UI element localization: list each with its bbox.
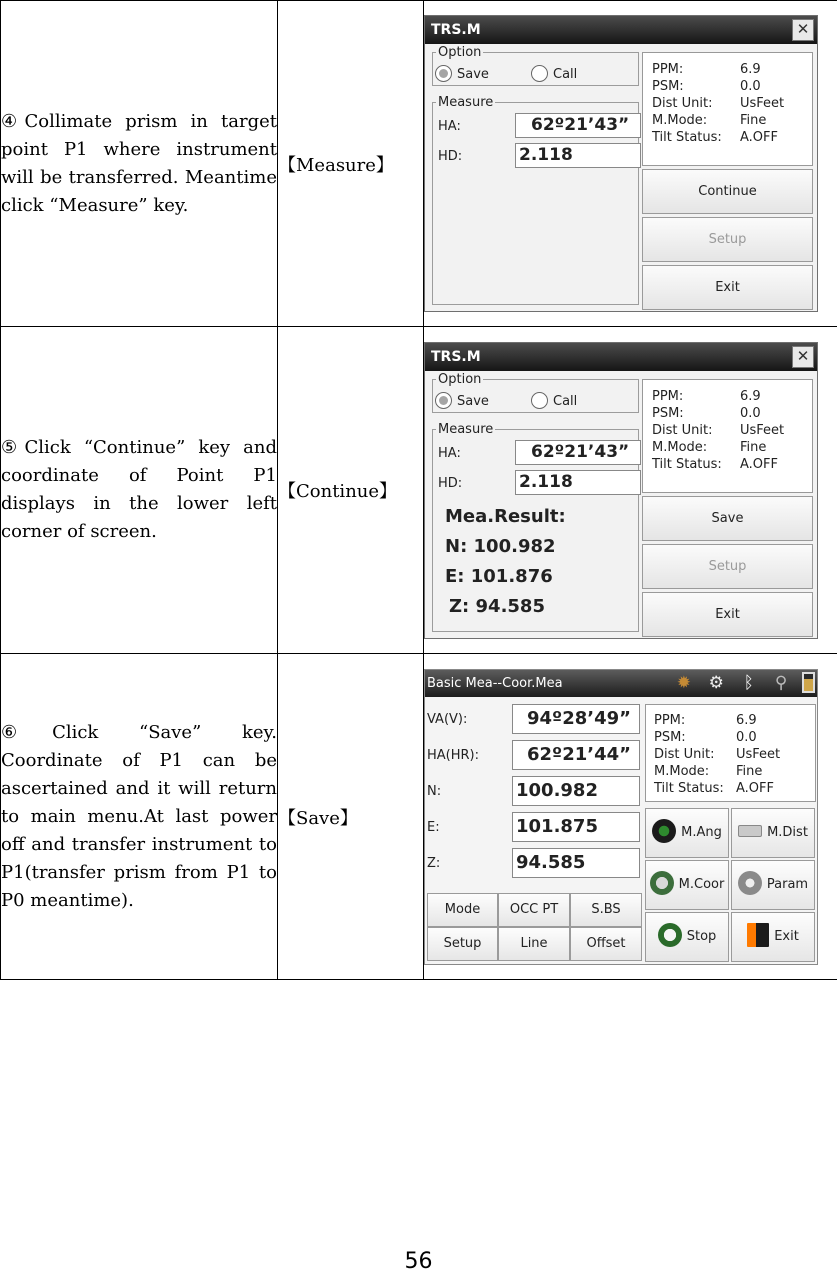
radio-selected-icon <box>435 65 452 82</box>
info-value: Fine <box>740 113 767 128</box>
radio-unselected-icon <box>531 65 548 82</box>
ha-field[interactable]: 62º21’44” <box>512 740 640 770</box>
va-label: VA(V): <box>427 711 468 727</box>
info-label: PPM: <box>652 388 684 404</box>
result-z: Z: 94.585 <box>449 595 545 617</box>
exit-button[interactable] <box>731 912 815 962</box>
radio-selected-icon <box>435 392 452 409</box>
result-e: E: 101.876 <box>445 565 553 587</box>
info-value: 0.0 <box>740 405 761 421</box>
info-row <box>652 456 812 473</box>
coor-mea-window <box>424 669 818 965</box>
mode-button[interactable]: Mode <box>427 893 498 927</box>
angle-icon <box>652 819 676 843</box>
z-field[interactable]: 94.585 <box>512 848 640 878</box>
window-titlebar <box>425 16 817 44</box>
param-label: Param <box>766 876 809 892</box>
bluetooth-icon[interactable]: ᛒ <box>743 672 754 693</box>
battery-icon <box>802 672 815 693</box>
window-titlebar <box>425 670 817 697</box>
m-ang-label: M.Ang <box>681 824 722 840</box>
info-row <box>652 95 812 112</box>
radio-save-label: Save <box>457 393 489 409</box>
right-pane <box>642 52 813 305</box>
close-icon[interactable]: ✕ <box>792 346 814 368</box>
info-row <box>652 405 812 422</box>
hd-field[interactable]: 2.118 <box>515 470 641 495</box>
info-row <box>652 61 812 78</box>
radio-call-label: Call <box>553 67 578 82</box>
info-value: UsFeet <box>740 422 785 438</box>
va-field[interactable]: 94º28’49” <box>512 704 640 734</box>
info-label: Tilt Status: <box>652 130 722 145</box>
screenshot-cell <box>424 654 837 980</box>
info-row <box>652 112 812 129</box>
info-value: Fine <box>740 439 767 455</box>
info-panel <box>642 52 813 166</box>
info-label: Tilt Status: <box>654 780 724 796</box>
info-label: Dist Unit: <box>654 746 715 762</box>
occ-pt-button[interactable]: OCC PT <box>498 893 570 927</box>
info-row <box>654 729 815 746</box>
exit-door-icon <box>747 923 769 947</box>
stop-icon <box>658 923 682 947</box>
window-title: Basic Mea--Coor.Mea <box>427 675 563 691</box>
step-description: ④Collimate prism in target point P1 where instrument will be transferred. Meantime click “Measure” key. <box>1 1 278 327</box>
info-label: M.Mode: <box>654 763 710 779</box>
info-value: A.OFF <box>740 130 778 145</box>
info-row <box>652 129 812 146</box>
m-coor-label: M.Coor <box>678 876 725 892</box>
measure-label: Measure <box>438 95 494 110</box>
exit-button[interactable]: Exit <box>642 265 813 310</box>
m-ang-button[interactable] <box>645 808 729 858</box>
exit-button[interactable]: Exit <box>642 592 813 637</box>
exit-label: Exit <box>774 928 799 944</box>
info-row <box>654 746 815 763</box>
n-label: N: <box>427 783 442 799</box>
info-label: M.Mode: <box>652 439 708 455</box>
info-label: Dist Unit: <box>652 422 713 438</box>
setup-button[interactable]: Setup <box>427 927 498 961</box>
gear-icon[interactable]: ⚙ <box>708 672 724 693</box>
info-label: PSM: <box>652 79 684 94</box>
info-label: M.Mode: <box>652 113 708 128</box>
sbs-button[interactable]: S.BS <box>570 893 642 927</box>
option-label: Option <box>438 371 482 387</box>
left-pane <box>432 45 639 305</box>
info-row <box>652 78 812 95</box>
setup-button[interactable]: Setup <box>642 217 813 262</box>
hd-label: HD: <box>438 149 463 164</box>
hd-label: HD: <box>438 475 463 491</box>
result-n: N: 100.982 <box>445 535 556 557</box>
ha-field[interactable]: 62º21’43” <box>515 440 641 465</box>
info-label: PSM: <box>652 405 684 421</box>
ha-label: HA: <box>438 445 461 461</box>
param-button[interactable] <box>731 860 815 910</box>
info-row <box>652 422 812 439</box>
step-key: 【Save】 <box>278 654 424 980</box>
globe-icon[interactable]: ✹ <box>676 672 691 693</box>
setup-button[interactable]: Setup <box>642 544 813 589</box>
info-value: 0.0 <box>740 79 761 94</box>
info-label: Tilt Status: <box>652 456 722 472</box>
z-label: Z: <box>427 855 441 871</box>
left-pane <box>432 371 639 632</box>
info-value: UsFeet <box>736 746 781 762</box>
step-description: ⑤Click “Continue” key and coordinate of Point P1 displays in the lower left corner of screen. <box>1 327 278 654</box>
ha-field[interactable]: 62º21’43” <box>515 113 641 138</box>
info-value: Fine <box>736 763 763 779</box>
info-value: UsFeet <box>740 96 785 111</box>
option-group <box>432 371 639 413</box>
radio-save[interactable] <box>435 392 489 411</box>
info-label: PSM: <box>654 729 686 745</box>
info-value: A.OFF <box>740 456 778 472</box>
screenshot-cell <box>424 1 837 327</box>
info-value: 6.9 <box>740 62 761 77</box>
info-value: 6.9 <box>736 712 757 728</box>
info-panel <box>645 704 816 802</box>
step-description: ⑥Click “Save” key. Coordinate of P1 can be ascertained and it will return to main menu.At last power off and transfer instrument to P1(transfer prism from P1 to P0 meantime). <box>1 654 278 980</box>
measure-group <box>432 95 639 305</box>
step-key: 【Measure】 <box>278 1 424 327</box>
info-value: A.OFF <box>736 780 774 796</box>
radio-call-label: Call <box>553 393 578 409</box>
m-coor-button[interactable] <box>645 860 729 910</box>
right-pane <box>642 379 813 632</box>
info-row <box>654 763 815 780</box>
m-dist-button[interactable] <box>731 808 815 858</box>
stop-button[interactable] <box>645 912 729 962</box>
e-label: E: <box>427 819 440 835</box>
step-row-5 <box>1 327 837 654</box>
offset-button[interactable]: Offset <box>570 927 642 961</box>
radio-call[interactable] <box>531 392 577 411</box>
page-number: 56 <box>404 1249 433 1274</box>
line-button[interactable]: Line <box>498 927 570 961</box>
info-row <box>652 388 812 405</box>
info-row <box>654 712 815 729</box>
screenshot-cell <box>424 327 837 654</box>
radio-call[interactable] <box>531 65 577 84</box>
e-field[interactable]: 101.875 <box>512 812 640 842</box>
info-row <box>652 439 812 456</box>
info-panel <box>642 379 813 493</box>
radio-unselected-icon <box>531 392 548 409</box>
radio-save[interactable] <box>435 65 489 84</box>
option-group <box>432 45 639 86</box>
info-row <box>654 780 815 797</box>
m-dist-label: M.Dist <box>767 824 808 840</box>
info-value: 6.9 <box>740 388 761 404</box>
ha-label: HA(HR): <box>427 747 479 763</box>
step-row-4 <box>1 1 837 327</box>
trs-m-window <box>424 342 818 639</box>
result-title: Mea.Result: <box>445 505 566 527</box>
hd-field[interactable]: 2.118 <box>515 143 641 168</box>
option-label: Option <box>438 45 482 60</box>
n-field[interactable]: 100.982 <box>512 776 640 806</box>
info-label: Dist Unit: <box>652 96 713 111</box>
window-title: TRS.M <box>431 22 481 38</box>
continue-button[interactable]: Continue <box>642 169 813 214</box>
ha-label: HA: <box>438 119 461 134</box>
title-icons <box>668 672 815 695</box>
save-button[interactable]: Save <box>642 496 813 541</box>
laser-icon[interactable]: ⚲ <box>774 672 788 693</box>
close-icon[interactable]: ✕ <box>792 19 814 41</box>
measure-label: Measure <box>438 421 494 437</box>
stop-label: Stop <box>686 928 717 944</box>
info-value: 0.0 <box>736 729 757 745</box>
window-titlebar <box>425 343 817 371</box>
step-row-6 <box>1 654 837 980</box>
measure-group <box>432 421 639 632</box>
info-label: PPM: <box>654 712 686 728</box>
distance-icon <box>738 825 762 837</box>
radio-save-label: Save <box>457 67 489 82</box>
coordinate-icon <box>650 871 674 895</box>
trs-m-window <box>424 15 818 312</box>
info-label: PPM: <box>652 62 684 77</box>
step-key: 【Continue】 <box>278 327 424 654</box>
window-title: TRS.M <box>431 348 481 365</box>
gears-icon <box>738 871 762 895</box>
